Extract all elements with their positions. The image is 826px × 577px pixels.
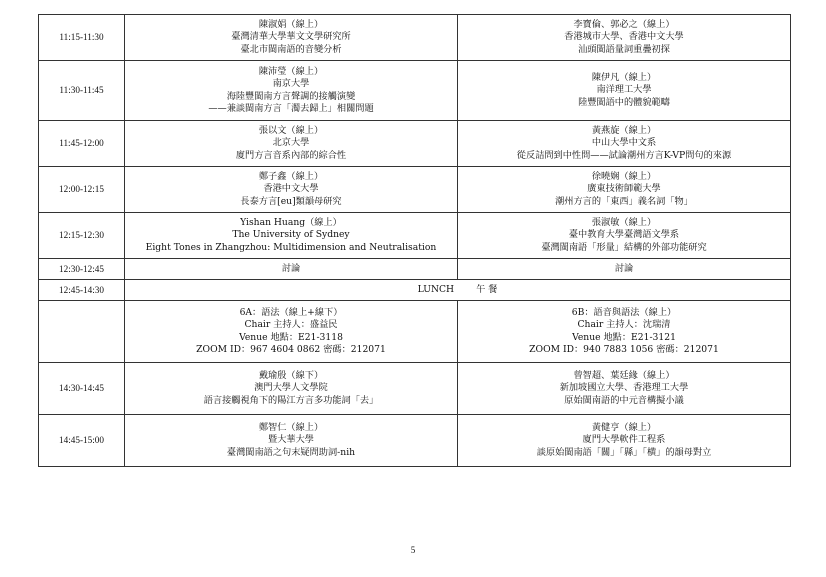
affiliation: 廣東技術師範大學 xyxy=(587,183,661,195)
paper-title: 臺灣閩南語之句末疑問助詞-nih xyxy=(226,446,356,458)
paper-title: 汕頭閩語量詞重疊初探 xyxy=(578,43,670,55)
session-title: 6B：語音與語法（線上） xyxy=(571,306,677,318)
table-row xyxy=(39,167,791,213)
table-row xyxy=(39,121,791,167)
paper-title: 臺北市閩南語的音變分析 xyxy=(240,43,342,55)
affiliation: 香港中文大學 xyxy=(263,183,319,195)
paper-title: Eight Tones in Zhangzhou: Multidimension and Neutralisation xyxy=(145,241,437,253)
discussion-row xyxy=(39,259,791,280)
paper-title: 原始閩南語的中元音構擬小議 xyxy=(564,394,684,406)
affiliation: 中山大學中文系 xyxy=(591,137,657,149)
speaker-name: 鄭智仁（線上） xyxy=(258,421,324,433)
session-6a-cell xyxy=(125,121,458,167)
time-cell: 12:30-12:45 xyxy=(39,259,125,280)
session-6a-cell xyxy=(125,15,458,61)
table-row xyxy=(39,61,791,121)
speaker-name: 曾智超、葉廷緣（線上） xyxy=(573,369,675,381)
session-6b-cell xyxy=(458,415,791,467)
time-cell: 12:15-12:30 xyxy=(39,213,125,259)
affiliation: 暨大華大學 xyxy=(268,434,314,446)
paper-title: 廈門方言音系內部的綜合性 xyxy=(235,149,347,161)
session-chair: Chair 主持人：沈瑞清 xyxy=(577,319,671,331)
paper-title: 從反詰問到中性問——試論潮州方言K-VP問句的來源 xyxy=(516,149,732,161)
session-6b-cell xyxy=(458,61,791,121)
session-6b-header xyxy=(458,301,791,363)
affiliation: 臺中教育大學臺灣語文學系 xyxy=(568,229,680,241)
paper-title: 陸豐閩語中的體貌範疇 xyxy=(578,96,670,108)
time-cell: 11:45-12:00 xyxy=(39,121,125,167)
session-header-row xyxy=(39,301,791,363)
discussion-6a: 討論 xyxy=(125,259,458,280)
speaker-name: 李寶倫、郭必之（線上） xyxy=(573,18,675,30)
paper-title: 長泰方言[eu]類韻母研究 xyxy=(240,195,342,207)
time-cell: 14:45-15:00 xyxy=(39,415,125,467)
table-row xyxy=(39,363,791,415)
session-6b-cell xyxy=(458,15,791,61)
discussion-6b: 討論 xyxy=(458,259,791,280)
affiliation: 香港城市大學、香港中文大學 xyxy=(564,31,684,43)
session-title: 6A：語法（線上+線下） xyxy=(239,306,343,318)
session-6a-cell xyxy=(125,363,458,415)
session-6a-cell xyxy=(125,415,458,467)
lunch-label-en: LUNCH xyxy=(417,283,455,295)
paper-title: 語言接觸視角下的陽江方言多功能詞「去」 xyxy=(203,394,379,406)
speaker-name: 黃燕旋（線上） xyxy=(591,124,657,136)
affiliation: 南洋理工大學 xyxy=(596,84,652,96)
time-cell: 11:30-11:45 xyxy=(39,61,125,121)
page-number: 5 xyxy=(410,545,416,555)
table-row xyxy=(39,415,791,467)
speaker-name: 張以文（線上） xyxy=(258,124,324,136)
session-6b-cell xyxy=(458,213,791,259)
table-row xyxy=(39,15,791,61)
affiliation: 新加坡國立大學、香港理工大學 xyxy=(559,382,689,394)
time-cell: 14:30-14:45 xyxy=(39,363,125,415)
paper-subtitle: ——兼談閩南方言「濁去歸上」相關問題 xyxy=(208,102,374,114)
session-6a-cell xyxy=(125,167,458,213)
speaker-name: 陳淑娟（線上） xyxy=(258,18,324,30)
lunch-cell xyxy=(125,280,791,301)
speaker-name: Yishan Huang（線上） xyxy=(240,216,342,228)
session-zoom: ZOOM ID：940 7883 1056 密碼：212071 xyxy=(529,343,719,355)
affiliation: 南京大學 xyxy=(272,78,310,90)
lunch-label-zh: 午 餐 xyxy=(476,283,498,295)
time-cell: 11:15-11:30 xyxy=(39,15,125,61)
time-cell: 12:00-12:15 xyxy=(39,167,125,213)
session-chair: Chair 主持人：盛益民 xyxy=(244,319,338,331)
table-row xyxy=(39,213,791,259)
schedule-table xyxy=(38,14,791,467)
session-6a-header xyxy=(125,301,458,363)
session-venue: Venue 地點：E21-3121 xyxy=(572,331,676,343)
session-6b-cell xyxy=(458,363,791,415)
session-6b-cell xyxy=(458,121,791,167)
lunch-row xyxy=(39,280,791,301)
affiliation: 北京大學 xyxy=(272,137,310,149)
paper-title: 臺灣閩南語「形量」結構的外部功能研究 xyxy=(541,241,707,253)
speaker-name: 黃健亨（線上） xyxy=(591,421,657,433)
session-6a-cell xyxy=(125,61,458,121)
paper-title: 海陸豐閩南方言聲調的接觸演變 xyxy=(226,90,356,102)
time-cell-empty xyxy=(39,301,125,363)
speaker-name: 張淑敏（線上） xyxy=(591,216,657,228)
affiliation: 廈門大學軟件工程系 xyxy=(582,434,666,446)
time-cell: 12:45-14:30 xyxy=(39,280,125,301)
session-zoom: ZOOM ID：967 4604 0862 密碼：212071 xyxy=(196,343,386,355)
affiliation: 臺灣清華大學華文文學研究所 xyxy=(231,31,351,43)
session-venue: Venue 地點：E21-3118 xyxy=(239,331,343,343)
speaker-name: 陳沛瑩（線上） xyxy=(258,65,324,77)
session-6a-cell xyxy=(125,213,458,259)
speaker-name: 徐曉娴（線上） xyxy=(591,170,657,182)
speaker-name: 鄭子鑫（線上） xyxy=(258,170,324,182)
paper-title: 潮州方言的「東西」義名詞「物」 xyxy=(555,195,693,207)
paper-title: 談原始閩南語「關」「縣」「横」的韻母對立 xyxy=(536,446,712,458)
speaker-name: 戴瑜殷（線下） xyxy=(258,369,324,381)
affiliation: The University of Sydney xyxy=(232,229,350,241)
session-6b-cell xyxy=(458,167,791,213)
speaker-name: 陳伊凡（線上） xyxy=(591,71,657,83)
affiliation: 澳門大學人文學院 xyxy=(254,382,328,394)
